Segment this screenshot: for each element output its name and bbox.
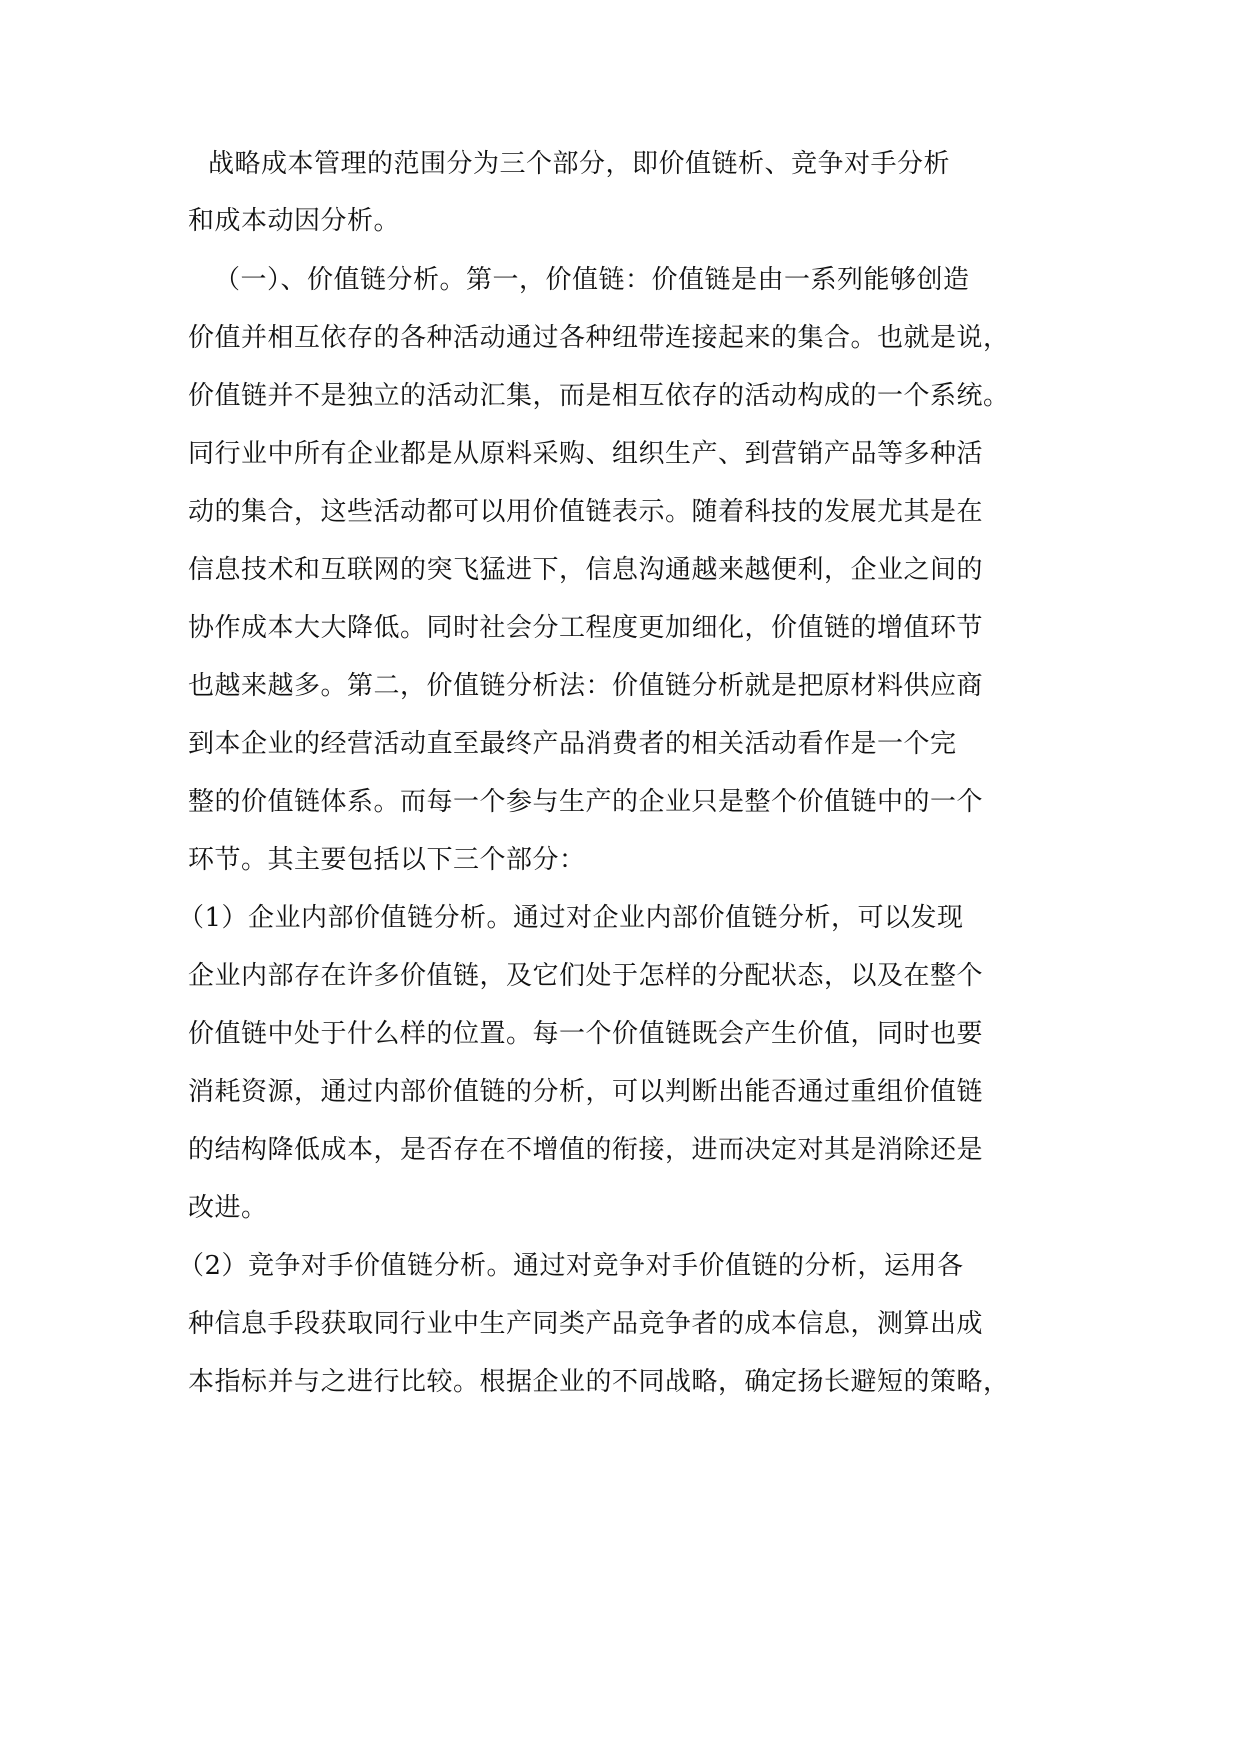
- text-line: 企业内部存在许多价值链，及它们处于怎样的分配状态，以及在整个: [188, 961, 984, 991]
- text-line: 价值链并不是独立的活动汇集，而是相互依存的活动构成的一个系统。: [188, 381, 1010, 411]
- text-line: 动的集合，这些活动都可以用价值链表示。随着科技的发展尤其是在: [188, 497, 984, 527]
- text-line: 种信息手段获取同行业中生产同类产品竞争者的成本信息，测算出成: [188, 1309, 984, 1339]
- text-line: 本指标并与之进行比较。根据企业的不同战略，确定扬长避短的策略，: [188, 1367, 1010, 1397]
- text-line: 消耗资源，通过内部价值链的分析，可以判断出能否通过重组价值链: [188, 1077, 984, 1107]
- text-line: 也越来越多。第二，价值链分析法：价值链分析就是把原材料供应商: [188, 671, 984, 701]
- text-line: （1）企业内部价值链分析。通过对企业内部价值链分析，可以发现: [178, 903, 964, 933]
- text-line: （2）竞争对手价值链分析。通过对竞争对手价值链的分析，运用各: [178, 1251, 964, 1281]
- text-line: 协作成本大大降低。同时社会分工程度更加细化，价值链的增值环节: [188, 613, 984, 643]
- text-line: 环节。其主要包括以下三个部分：: [188, 845, 586, 875]
- text-line: 整的价值链体系。而每一个参与生产的企业只是整个价值链中的一个: [188, 787, 984, 817]
- text-line: 价值并相互依存的各种活动通过各种纽带连接起来的集合。也就是说，: [188, 323, 1010, 353]
- text-line: 的结构降低成本，是否存在不增值的衔接，进而决定对其是消除还是: [188, 1135, 984, 1165]
- text-line: 价值链中处于什么样的位置。每一个价值链既会产生价值，同时也要: [188, 1019, 984, 1049]
- text-line: 信息技术和互联网的突飞猛进下，信息沟通越来越便利，企业之间的: [188, 555, 984, 585]
- text-line: 到本企业的经营活动直至最终产品消费者的相关活动看作是一个完: [188, 729, 957, 759]
- text-line: 战略成本管理的范围分为三个部分，即价值链析、竞争对手分析: [208, 149, 951, 179]
- text-line: （一）、价值链分析。第一，价值链：价值链是由一系列能够创造: [214, 265, 970, 295]
- text-line: 同行业中所有企业都是从原料采购、组织生产、到营销产品等多种活: [188, 439, 984, 469]
- text-line: 改进。: [188, 1193, 268, 1223]
- text-line: 和成本动因分析。: [188, 206, 401, 236]
